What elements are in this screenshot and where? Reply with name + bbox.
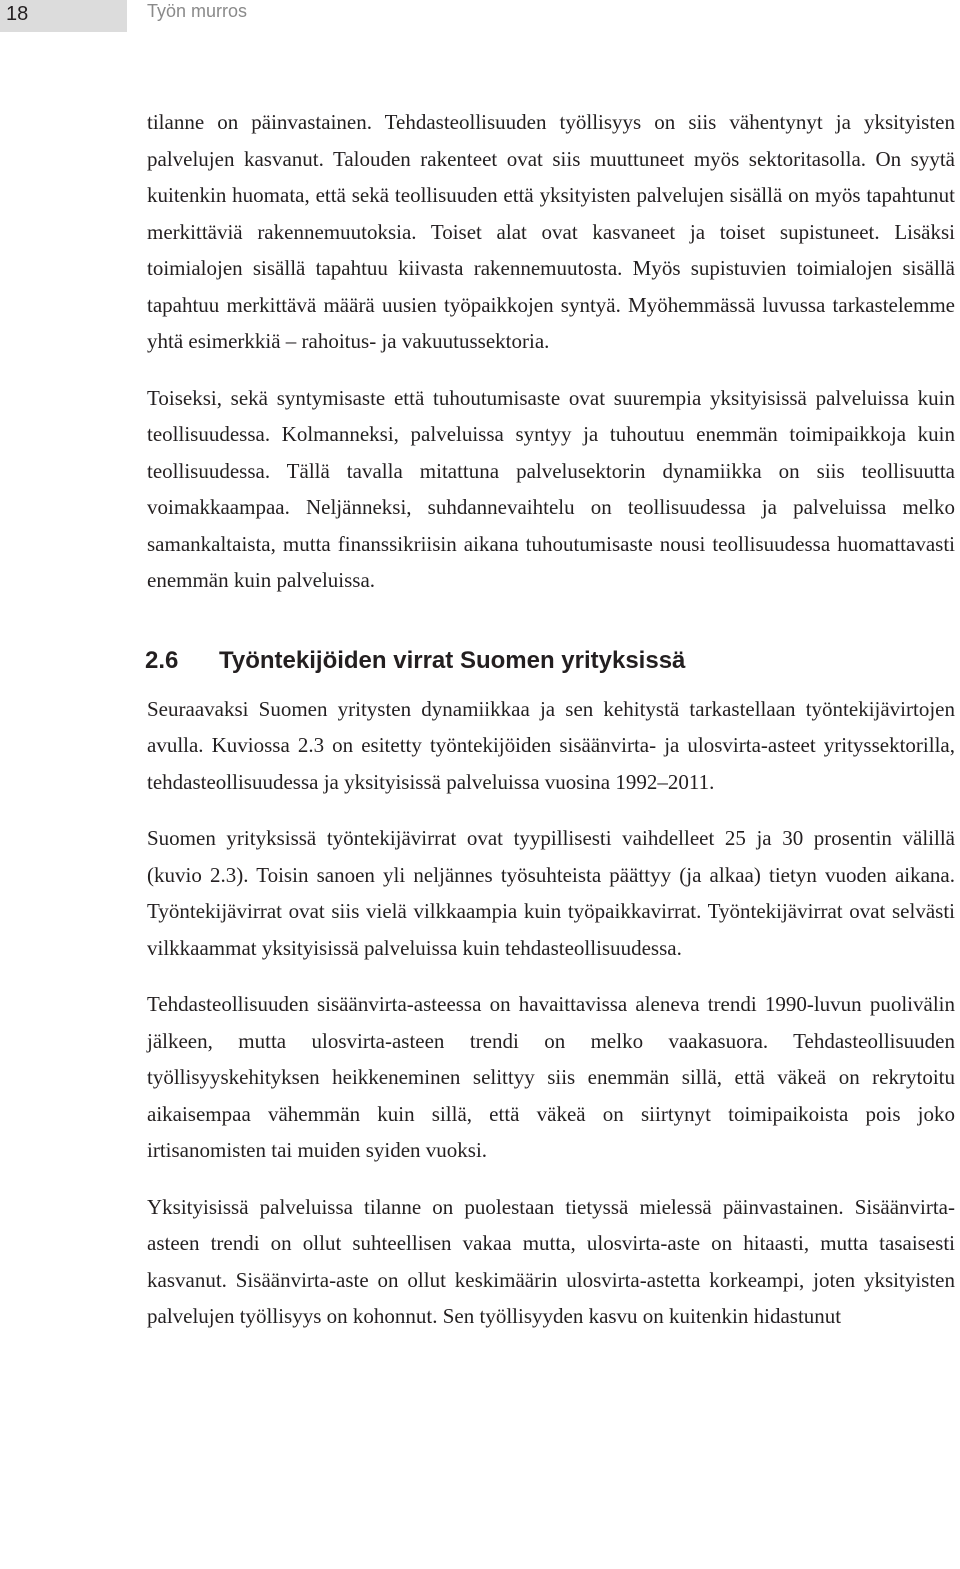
page-header xyxy=(0,0,960,40)
body-paragraph-3: Seuraavaksi Suomen yritysten dynamiikkaa ja sen kehitystä tarkastellaan työntekijävirtojen avulla. Kuviossa 2.3 on esitetty työntekijöiden sisäänvirta- ja ulosvirta-asteet yrityssektorilla, tehdasteollisuudessa ja yksityisissä palveluissa vuosina 1992–2011. xyxy=(147,696,955,794)
section-title: Työntekijöiden virrat Suomen yrityksissä xyxy=(219,646,686,674)
body-paragraph-6: Yksityisissä palveluissa tilanne on puolestaan tietyssä mielessä päinvastainen. Sisäänvirta-asteen trendi on ollut suhteellisen vakaa mutta, ulosvirta-aste on hitaasti, mutta tasaisesti kasvanut. Sisäänvirta-aste on ollut keskimäärin ulosvirta-astetta korkeampi, joten yksityisten palvelujen työllisyys on kohonnut. Sen työllisyyden kasvu on kuitenkin hidastunut xyxy=(147,1194,955,1328)
section-number: 2.6 xyxy=(145,646,179,674)
body-paragraph-1: tilanne on päinvastainen. Tehdasteollisuuden työllisyys on siis vähentynyt ja yksityisten palvelujen kasvanut. Talouden rakenteet ovat siis muuttuneet myös sektoritasolla. On syytä kuitenkin huomata, että sekä teollisuuden että yksityisten palvelujen sisällä on myös tapahtunut merkittäviä rakennemuutoksia. Toiset alat ovat kasvaneet ja toiset supistuneet. Lisäksi toimialojen sisällä tapahtuu kiivasta rakennemuutosta. Myös supistuvien toimialojen sisällä tapahtuu merkittävä määrä uusien työpaikkojen syntyä. Myöhemmässä luvussa tarkastelemme yhtä esimerkkiä – rahoitus- ja vakuutussektoria. xyxy=(147,110,955,353)
body-paragraph-4: Suomen yrityksissä työntekijävirrat ovat tyypillisesti vaihdelleet 25 ja 30 prosentin välillä (kuvio 2.3). Toisin sanoen yli neljännes työsuhteista päättyy (ja alkaa) tietyn vuoden aikana. Työntekijävirrat ovat siis vielä vilkkaampia kuin työpaikkavirrat. Työntekijävirrat ovat selvästi vilkkaammat yksityisissä palveluissa kuin tehdasteollisuudessa. xyxy=(147,826,955,960)
body-paragraph-2: Toiseksi, sekä syntymisaste että tuhoutumisaste ovat suurempia yksityisissä palveluissa kuin teollisuudessa. Kolmanneksi, palveluissa syntyy ja tuhoutuu enemmän toimipaikkoja kuin teollisuudessa. Tällä tavalla mitattuna palvelusektorin dynamiikka on siis teollisuutta voimakkaampaa. Neljänneksi, suhdannevaihtelu on teollisuudessa ja palveluissa melko samankaltaista, mutta finanssikriisin aikana tuhoutumisaste nousi teollisuudessa huomattavasti enemmän kuin palveluissa. xyxy=(147,385,955,592)
page-body xyxy=(147,104,955,1355)
body-paragraph-5: Tehdasteollisuuden sisäänvirta-asteessa on havaittavissa aleneva trendi 1990-luvun puolivälin jälkeen, mutta ulosvirta-asteen trendi on melko vaakasuora. Tehdasteollisuuden työllisyyskehityksen heikkeneminen selittyy siis enemmän sillä, että väkeä on rekrytoitu aikaisempaa vähemmän kuin sillä, että väkeä on siirtynyt toimipaikoista pois joko irtisanomisten tai muiden syiden vuoksi. xyxy=(147,992,955,1162)
page-number: 18 xyxy=(0,0,127,32)
section-heading xyxy=(145,639,955,683)
running-title: Työn murros xyxy=(147,1,248,21)
